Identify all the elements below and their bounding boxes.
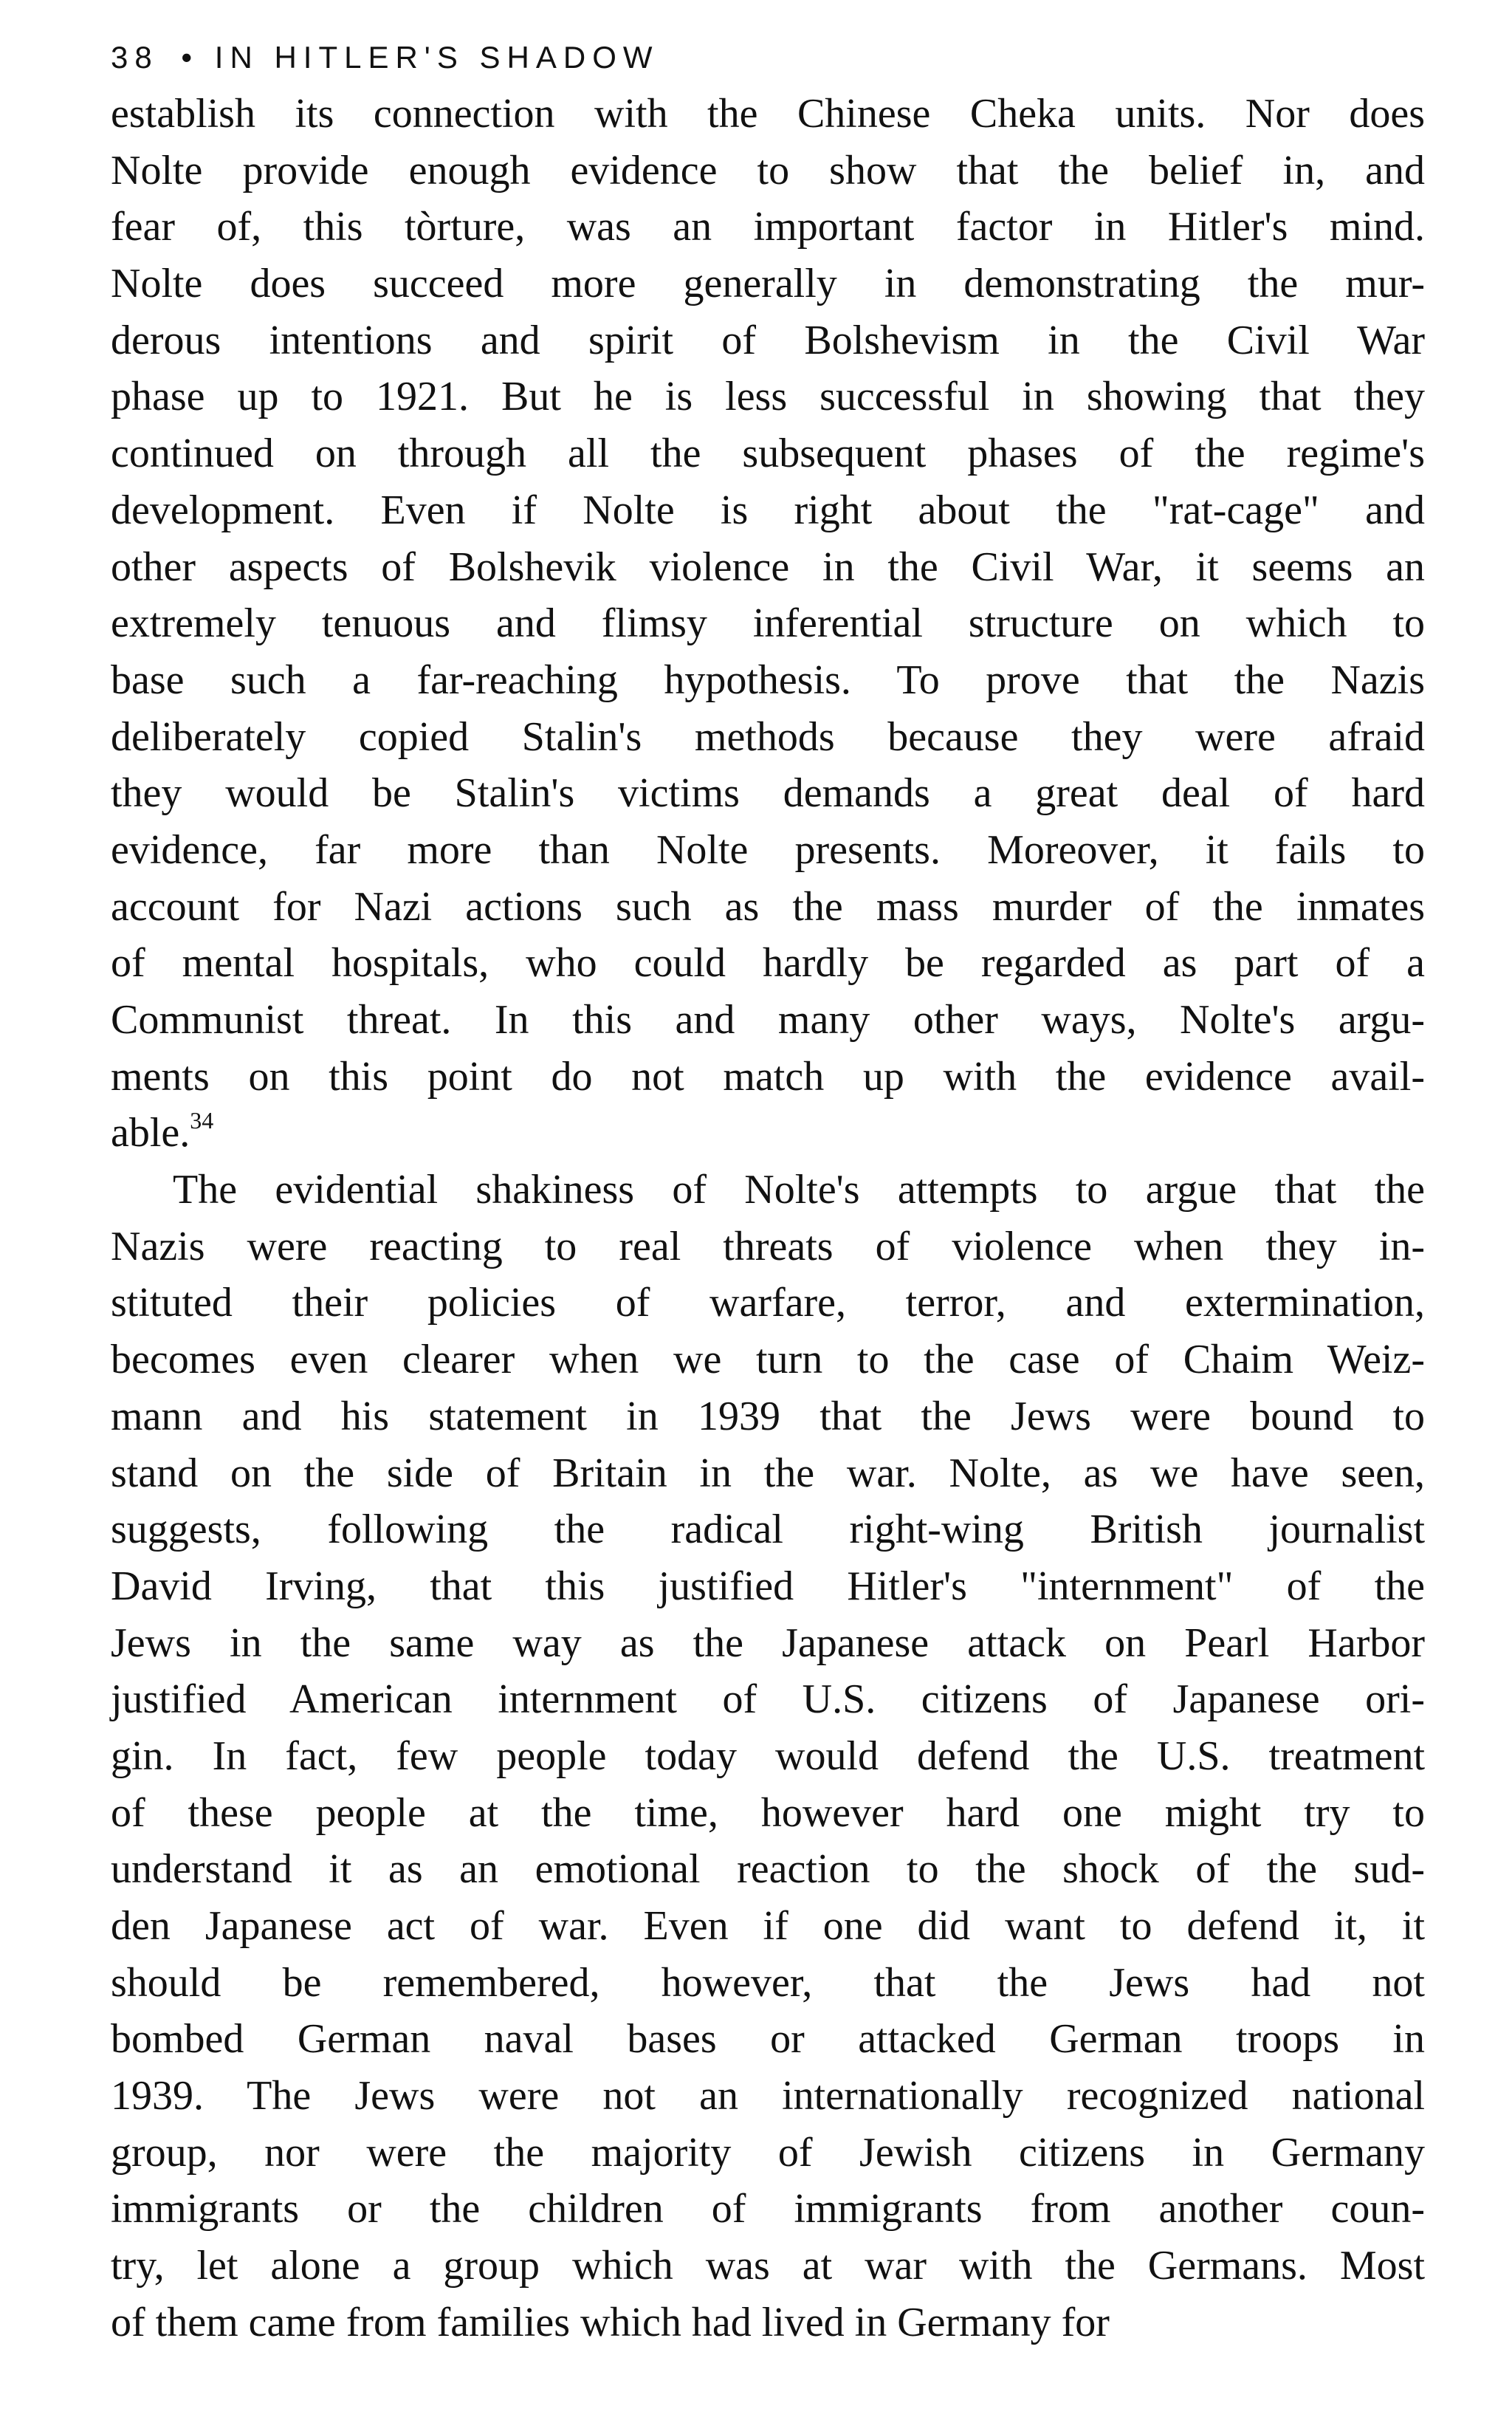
text-line: phase up to 1921. But he is less successful in showing that they [111, 374, 1425, 420]
text-line: extremely tenuous and flimsy inferential structure on which to [111, 600, 1425, 647]
text-line: Communist threat. In this and many other ways, Nolte's argu- [111, 997, 1425, 1043]
text-line: stand on the side of Britain in the war. Nolte, as we have seen, [111, 1450, 1425, 1496]
footnote-marker[interactable]: 34 [190, 1107, 214, 1134]
text-line: deliberately copied Stalin's methods because they were afraid [111, 713, 1425, 760]
text-line: 1939. The Jews were not an internationally recognized national [111, 2073, 1425, 2119]
text-line: becomes even clearer when we turn to the case of Chaim Weiz- [111, 1337, 1425, 1383]
text-line: gin. In fact, few people today would defend the U.S. treatment [111, 1732, 1425, 1779]
text-line: development. Even if Nolte is right about the "rat-cage" and [111, 487, 1425, 533]
text-line: of them came from families which had lived in Germany for [111, 2299, 1110, 2345]
text-line: establish its connection with the Chinese Cheka units. Nor does [111, 91, 1425, 137]
text-line: The evidential shakiness of Nolte's attempts to argue that the [173, 1167, 1425, 1213]
text-line: able.$^{34}$ [111, 1107, 214, 1156]
text-line: of mental hospitals, who could hardly be regarded as part of a [111, 940, 1425, 987]
text-line: understand it as an emotional reaction to the shock of the sud- [111, 1846, 1425, 1893]
text-line: they would be Stalin's victims demands a great deal of hard [111, 770, 1425, 817]
text-line: other aspects of Bolshevik violence in the Civil War, it seems an [111, 544, 1425, 590]
text-line: stituted their policies of warfare, terror, and extermination, [111, 1280, 1425, 1326]
text-line: immigrants or the children of immigrants from another coun- [111, 2186, 1425, 2232]
text-line: justified American internment of U.S. citizens of Japanese ori- [111, 1676, 1425, 1723]
text-line: continued on through all the subsequent phases of the regime's [111, 431, 1425, 477]
running-head-title: IN HITLER'S SHADOW [214, 40, 659, 75]
text-line: try, let alone a group which was at war with the Germans. Most [111, 2243, 1425, 2289]
book-page [111, 35, 1425, 2351]
text-line: derous intentions and spirit of Bolshevism in the Civil War [111, 317, 1425, 363]
text-line: fear of, this tòrture, was an important factor in Hitler's mind. [111, 204, 1425, 250]
text-line: den Japanese act of war. Even if one did want to defend it, it [111, 1903, 1425, 1949]
paragraph [111, 86, 1425, 1162]
text-line: mann and his statement in 1939 that the Jews were bound to [111, 1393, 1425, 1439]
text-line: Jews in the same way as the Japanese attack on Pearl Harbor [111, 1619, 1425, 1666]
body-text [111, 86, 1425, 2351]
text-line: David Irving, that this justified Hitler's "internment" of the [111, 1563, 1425, 1609]
text-line: account for Nazi actions such as the mass murder of the inmates [111, 883, 1425, 930]
running-head [111, 35, 1425, 80]
text-line: of these people at the time, however hard one might try to [111, 1789, 1425, 1836]
text-line: ments on this point do not match up with the evidence avail- [111, 1053, 1425, 1100]
text-line: Nazis were reacting to real threats of violence when they in- [111, 1223, 1425, 1269]
separator-dot: • [181, 40, 193, 75]
paragraph [111, 1162, 1425, 2351]
text-line: evidence, far more than Nolte presents. Moreover, it fails to [111, 826, 1425, 873]
text-line: base such a far-reaching hypothesis. To prove that the Nazis [111, 657, 1425, 703]
text-line: Nolte does succeed more generally in demonstrating the mur- [111, 261, 1425, 307]
text-line: suggests, following the radical right-wing British journalist [111, 1506, 1425, 1553]
text-line: should be remembered, however, that the Jews had not [111, 1959, 1425, 2006]
text-line: group, nor were the majority of Jewish citizens in Germany [111, 2129, 1425, 2176]
page-number: 38 [111, 40, 159, 75]
text-line: Nolte provide enough evidence to show that the belief in, and [111, 147, 1425, 193]
text-line: bombed German naval bases or attacked German troops in [111, 2016, 1425, 2063]
